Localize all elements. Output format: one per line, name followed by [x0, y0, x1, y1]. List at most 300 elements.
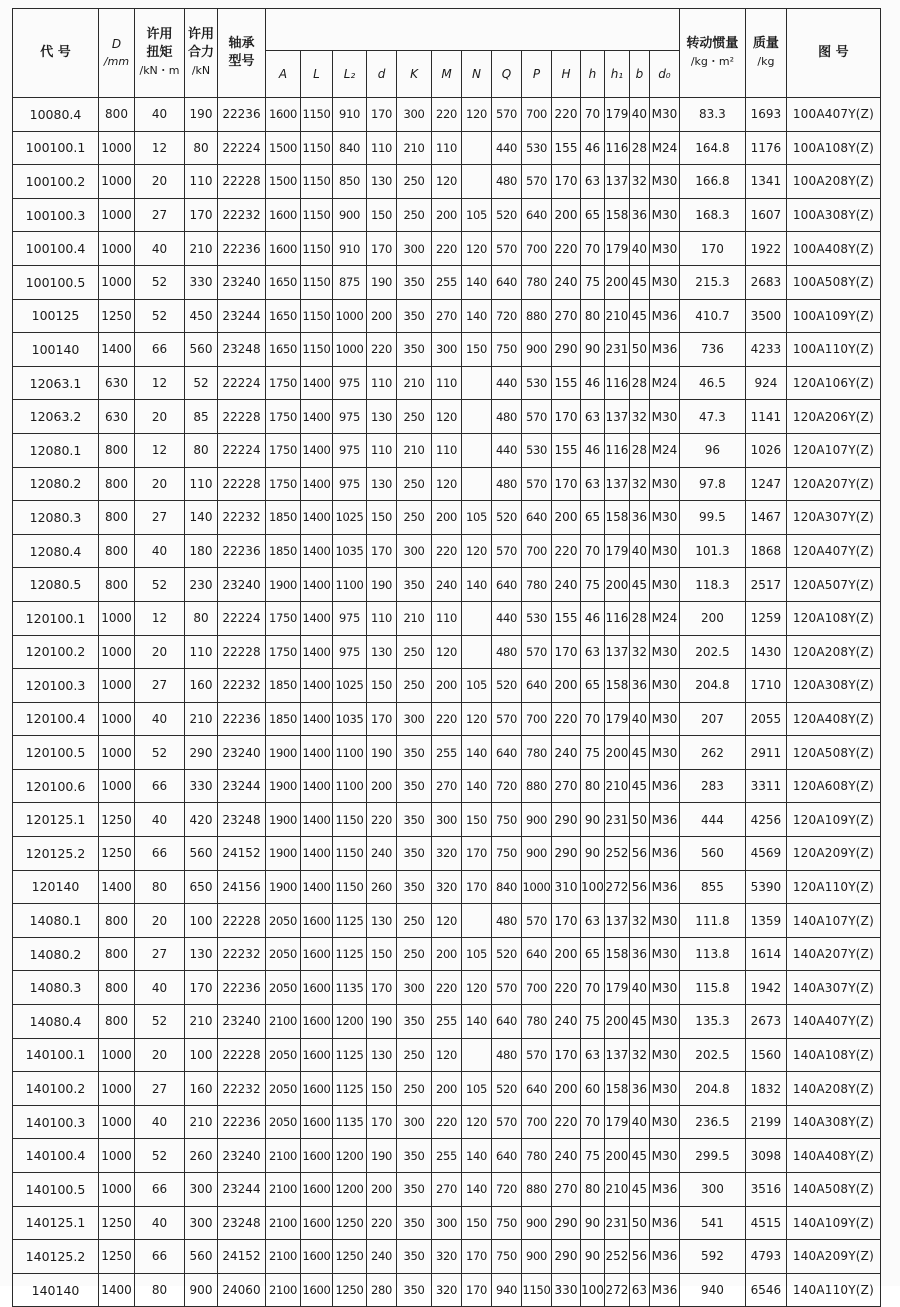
- table-cell: 2683: [745, 265, 786, 299]
- table-cell: 640: [492, 265, 522, 299]
- table-cell: 158: [604, 669, 629, 703]
- table-cell: 40: [135, 534, 185, 568]
- table-cell: 1000: [99, 131, 135, 165]
- table-cell: 22228: [218, 165, 266, 199]
- table-cell: 720: [492, 299, 522, 333]
- table-cell: 560: [679, 837, 745, 871]
- table-cell: 110: [432, 131, 462, 165]
- table-cell: 1000: [99, 736, 135, 770]
- table-cell: 170: [552, 635, 581, 669]
- table-cell: 1000: [99, 1139, 135, 1173]
- table-cell: 230: [185, 568, 218, 602]
- table-cell: 190: [367, 265, 397, 299]
- table-cell: 179: [604, 702, 629, 736]
- table-cell: [462, 400, 492, 434]
- table-cell: 170: [367, 702, 397, 736]
- table-cell: 40: [135, 803, 185, 837]
- table-cell: 720: [492, 769, 522, 803]
- table-cell: 272: [604, 1273, 629, 1307]
- table-cell: M30: [649, 635, 679, 669]
- table-cell: 350: [397, 1005, 432, 1039]
- table-cell: 150: [462, 333, 492, 367]
- table-cell: 840: [333, 131, 367, 165]
- table-cell: 1359: [745, 904, 786, 938]
- table-cell: 975: [333, 366, 367, 400]
- table-cell: 1600: [301, 1206, 333, 1240]
- table-cell: 1150: [301, 198, 333, 232]
- header-dim: A: [266, 51, 301, 98]
- table-cell: 260: [367, 870, 397, 904]
- table-cell: 270: [432, 299, 462, 333]
- table-cell: 1400: [99, 870, 135, 904]
- table-cell: 1600: [301, 1072, 333, 1106]
- table-cell: 36: [629, 1072, 649, 1106]
- table-cell: 120100.3: [13, 669, 99, 703]
- header-dim: d: [367, 51, 397, 98]
- table-cell: 880: [522, 299, 552, 333]
- table-cell: 22236: [218, 98, 266, 132]
- table-cell: 850: [333, 165, 367, 199]
- table-cell: 23244: [218, 299, 266, 333]
- table-row: [13, 501, 881, 535]
- table-cell: 130: [367, 467, 397, 501]
- table-cell: 300: [185, 1173, 218, 1207]
- table-cell: 1000: [99, 165, 135, 199]
- table-cell: 2100: [266, 1273, 301, 1307]
- table-cell: 800: [99, 937, 135, 971]
- table-cell: 1000: [99, 702, 135, 736]
- table-cell: 300: [432, 333, 462, 367]
- header-dim: P: [522, 51, 552, 98]
- table-cell: 70: [581, 1105, 605, 1139]
- table-cell: 80: [581, 299, 605, 333]
- table-cell: 1000: [99, 1173, 135, 1207]
- table-cell: 800: [99, 904, 135, 938]
- table-cell: 700: [522, 971, 552, 1005]
- table-cell: 40: [629, 98, 649, 132]
- table-cell: 200: [552, 501, 581, 535]
- table-cell: 204.8: [679, 1072, 745, 1106]
- table-cell: 22224: [218, 131, 266, 165]
- table-cell: 2050: [266, 1072, 301, 1106]
- table-cell: 200: [604, 1005, 629, 1039]
- table-cell: 1560: [745, 1038, 786, 1072]
- table-cell: 120100.6: [13, 769, 99, 803]
- table-cell: 22236: [218, 702, 266, 736]
- table-cell: M30: [649, 736, 679, 770]
- table-cell: 52: [135, 299, 185, 333]
- table-cell: 560: [185, 837, 218, 871]
- table-cell: 23248: [218, 803, 266, 837]
- table-cell: 63: [581, 400, 605, 434]
- table-cell: 66: [135, 1240, 185, 1274]
- table-cell: 2517: [745, 568, 786, 602]
- table-cell: 200: [367, 769, 397, 803]
- table-cell: 1400: [301, 366, 333, 400]
- table-cell: 240: [432, 568, 462, 602]
- table-cell: 720: [492, 1173, 522, 1207]
- table-cell: 12063.2: [13, 400, 99, 434]
- table-row: [13, 1105, 881, 1139]
- table-cell: 45: [629, 1005, 649, 1039]
- table-cell: M36: [649, 1273, 679, 1307]
- table-cell: M36: [649, 299, 679, 333]
- table-cell: 1250: [99, 803, 135, 837]
- table-cell: 231: [604, 803, 629, 837]
- table-cell: 170: [185, 198, 218, 232]
- table-cell: 120: [432, 904, 462, 938]
- table-cell: 23248: [218, 1206, 266, 1240]
- table-cell: 4793: [745, 1240, 786, 1274]
- table-cell: 52: [185, 366, 218, 400]
- table-cell: 120125.2: [13, 837, 99, 871]
- table-cell: 1750: [266, 635, 301, 669]
- table-cell: M30: [649, 501, 679, 535]
- table-cell: 560: [185, 1240, 218, 1274]
- table-cell: 570: [492, 702, 522, 736]
- table-cell: 140A107Y(Z): [786, 904, 880, 938]
- table-cell: 170: [462, 1273, 492, 1307]
- table-cell: 800: [99, 501, 135, 535]
- table-cell: 200: [367, 299, 397, 333]
- header-dim: M: [432, 51, 462, 98]
- table-cell: 12080.1: [13, 433, 99, 467]
- table-cell: 32: [629, 467, 649, 501]
- table-cell: 240: [367, 837, 397, 871]
- table-cell: 350: [397, 333, 432, 367]
- table-cell: 1400: [301, 837, 333, 871]
- table-cell: 140: [462, 299, 492, 333]
- table-cell: 1200: [333, 1139, 367, 1173]
- table-cell: 200: [432, 937, 462, 971]
- table-cell: 1250: [99, 299, 135, 333]
- table-cell: M30: [649, 232, 679, 266]
- table-cell: 1850: [266, 534, 301, 568]
- table-cell: 220: [552, 232, 581, 266]
- table-cell: [462, 635, 492, 669]
- table-cell: 155: [552, 433, 581, 467]
- table-cell: 875: [333, 265, 367, 299]
- table-cell: 1922: [745, 232, 786, 266]
- table-cell: 170: [552, 400, 581, 434]
- table-cell: 520: [492, 1072, 522, 1106]
- table-cell: 100A208Y(Z): [786, 165, 880, 199]
- table-cell: 179: [604, 1105, 629, 1139]
- table-cell: 255: [432, 265, 462, 299]
- table-cell: 22228: [218, 400, 266, 434]
- table-cell: 1035: [333, 702, 367, 736]
- table-cell: 1100: [333, 568, 367, 602]
- header-row-top: [13, 9, 881, 51]
- table-cell: 1125: [333, 904, 367, 938]
- table-cell: 45: [629, 265, 649, 299]
- table-cell: 1150: [301, 131, 333, 165]
- table-cell: 900: [333, 198, 367, 232]
- table-cell: 28: [629, 366, 649, 400]
- table-cell: 520: [492, 669, 522, 703]
- table-cell: 350: [397, 1273, 432, 1307]
- table-cell: 190: [185, 98, 218, 132]
- table-cell: 1600: [301, 1038, 333, 1072]
- table-cell: 255: [432, 736, 462, 770]
- table-cell: 130: [367, 400, 397, 434]
- table-cell: 100A110Y(Z): [786, 333, 880, 367]
- table-cell: 1000: [99, 601, 135, 635]
- table-cell: 975: [333, 635, 367, 669]
- table-cell: 410.7: [679, 299, 745, 333]
- table-cell: 1650: [266, 265, 301, 299]
- table-row: [13, 601, 881, 635]
- table-cell: 1035: [333, 534, 367, 568]
- table-cell: 200: [679, 601, 745, 635]
- table-cell: M24: [649, 366, 679, 400]
- table-cell: 100A109Y(Z): [786, 299, 880, 333]
- table-cell: 220: [367, 333, 397, 367]
- table-cell: 100100.4: [13, 232, 99, 266]
- table-cell: 24152: [218, 837, 266, 871]
- table-cell: 140A308Y(Z): [786, 1105, 880, 1139]
- table-cell: 50: [629, 803, 649, 837]
- table-cell: 3516: [745, 1173, 786, 1207]
- table-cell: 1900: [266, 870, 301, 904]
- table-cell: 63: [629, 1273, 649, 1307]
- table-cell: 220: [552, 1105, 581, 1139]
- table-cell: 170: [552, 467, 581, 501]
- table-cell: 1150: [333, 870, 367, 904]
- table-cell: 260: [185, 1139, 218, 1173]
- table-cell: M30: [649, 400, 679, 434]
- table-cell: 1693: [745, 98, 786, 132]
- table-cell: 220: [552, 98, 581, 132]
- table-cell: 1150: [301, 232, 333, 266]
- table-row: [13, 98, 881, 132]
- table-cell: 200: [432, 1072, 462, 1106]
- table-cell: 300: [397, 232, 432, 266]
- table-cell: 27: [135, 669, 185, 703]
- table-cell: 100: [581, 1273, 605, 1307]
- table-cell: 85: [185, 400, 218, 434]
- table-cell: 1150: [301, 299, 333, 333]
- table-row: [13, 971, 881, 1005]
- table-cell: 200: [432, 501, 462, 535]
- table-cell: 52: [135, 1005, 185, 1039]
- table-cell: 22224: [218, 601, 266, 635]
- table-cell: 290: [552, 803, 581, 837]
- table-cell: M36: [649, 803, 679, 837]
- header-bearing: 轴承 型号: [218, 9, 266, 98]
- table-cell: 1750: [266, 433, 301, 467]
- table-cell: 100A308Y(Z): [786, 198, 880, 232]
- table-cell: 210: [397, 601, 432, 635]
- table-cell: 40: [629, 971, 649, 1005]
- table-cell: 1000: [99, 769, 135, 803]
- table-cell: 170: [367, 1105, 397, 1139]
- table-cell: 780: [522, 736, 552, 770]
- table-cell: 880: [522, 1173, 552, 1207]
- table-cell: 80: [581, 1173, 605, 1207]
- table-cell: 14080.1: [13, 904, 99, 938]
- table-cell: 200: [604, 736, 629, 770]
- table-cell: 140A207Y(Z): [786, 937, 880, 971]
- table-cell: 166.8: [679, 165, 745, 199]
- table-cell: 45: [629, 568, 649, 602]
- table-cell: 120A206Y(Z): [786, 400, 880, 434]
- table-cell: 70: [581, 534, 605, 568]
- table-cell: 45: [629, 769, 649, 803]
- table-cell: 780: [522, 568, 552, 602]
- table-cell: 179: [604, 232, 629, 266]
- table-cell: 1400: [301, 870, 333, 904]
- table-row: [13, 165, 881, 199]
- table-cell: 210: [397, 433, 432, 467]
- table-cell: M30: [649, 98, 679, 132]
- table-cell: 940: [679, 1273, 745, 1307]
- table-cell: 1125: [333, 937, 367, 971]
- table-cell: 75: [581, 1005, 605, 1039]
- table-cell: 24060: [218, 1273, 266, 1307]
- table-cell: 140A110Y(Z): [786, 1273, 880, 1307]
- table-cell: 330: [185, 265, 218, 299]
- table-cell: 120: [462, 702, 492, 736]
- table-cell: 14080.2: [13, 937, 99, 971]
- table-cell: 158: [604, 501, 629, 535]
- table-cell: 350: [397, 837, 432, 871]
- table-cell: 330: [552, 1273, 581, 1307]
- table-cell: M30: [649, 1072, 679, 1106]
- table-cell: 120: [432, 635, 462, 669]
- table-cell: 63: [581, 165, 605, 199]
- table-cell: 200: [604, 568, 629, 602]
- table-cell: 63: [581, 904, 605, 938]
- table-cell: 204.8: [679, 669, 745, 703]
- table-cell: 2050: [266, 937, 301, 971]
- table-cell: 22236: [218, 534, 266, 568]
- table-cell: 116: [604, 433, 629, 467]
- table-cell: 650: [185, 870, 218, 904]
- table-cell: 100A407Y(Z): [786, 98, 880, 132]
- table-cell: 120: [432, 165, 462, 199]
- header-dim: d₀: [649, 51, 679, 98]
- table-row: [13, 265, 881, 299]
- table-cell: 110: [367, 366, 397, 400]
- table-cell: 24152: [218, 1240, 266, 1274]
- table-cell: 2911: [745, 736, 786, 770]
- table-cell: 1600: [301, 1105, 333, 1139]
- table-cell: 220: [432, 971, 462, 1005]
- table-cell: 1150: [333, 803, 367, 837]
- table-cell: 1000: [99, 198, 135, 232]
- table-cell: 190: [367, 1005, 397, 1039]
- table-cell: 910: [333, 232, 367, 266]
- table-cell: M36: [649, 837, 679, 871]
- table-cell: 200: [552, 1072, 581, 1106]
- header-dim: h: [581, 51, 605, 98]
- table-cell: 140100.3: [13, 1105, 99, 1139]
- table-cell: 220: [367, 1206, 397, 1240]
- table-cell: 22228: [218, 904, 266, 938]
- table-cell: M30: [649, 1005, 679, 1039]
- table-cell: 350: [397, 1173, 432, 1207]
- table-cell: 450: [185, 299, 218, 333]
- table-cell: 1000: [333, 333, 367, 367]
- table-cell: [462, 366, 492, 400]
- table-cell: 110: [367, 433, 397, 467]
- table-cell: 290: [185, 736, 218, 770]
- table-cell: 220: [552, 534, 581, 568]
- table-cell: 570: [522, 635, 552, 669]
- table-cell: M24: [649, 131, 679, 165]
- table-cell: 900: [522, 837, 552, 871]
- table-cell: 780: [522, 1139, 552, 1173]
- table-cell: 170: [462, 870, 492, 904]
- table-cell: 50: [629, 1206, 649, 1240]
- table-cell: [462, 165, 492, 199]
- table-cell: 120A408Y(Z): [786, 702, 880, 736]
- table-row: [13, 1072, 881, 1106]
- table-cell: 32: [629, 1038, 649, 1072]
- table-cell: 202.5: [679, 1038, 745, 1072]
- table-cell: 252: [604, 837, 629, 871]
- table-cell: 1500: [266, 165, 301, 199]
- table-cell: 80: [185, 601, 218, 635]
- table-cell: 640: [522, 669, 552, 703]
- table-cell: 96: [679, 433, 745, 467]
- table-cell: 1614: [745, 937, 786, 971]
- table-cell: 300: [679, 1173, 745, 1207]
- table-cell: 250: [397, 165, 432, 199]
- table-cell: M36: [649, 1173, 679, 1207]
- table-row: [13, 635, 881, 669]
- table-cell: [462, 467, 492, 501]
- table-cell: 20: [135, 165, 185, 199]
- table-cell: 2100: [266, 1139, 301, 1173]
- table-cell: 570: [522, 1038, 552, 1072]
- table-cell: 252: [604, 1240, 629, 1274]
- table-cell: 4233: [745, 333, 786, 367]
- table-cell: 290: [552, 837, 581, 871]
- table-cell: 90: [581, 803, 605, 837]
- table-cell: 640: [492, 1139, 522, 1173]
- table-cell: 110: [185, 467, 218, 501]
- table-cell: 1400: [301, 736, 333, 770]
- table-cell: 150: [462, 803, 492, 837]
- table-cell: 250: [397, 635, 432, 669]
- table-cell: 20: [135, 904, 185, 938]
- table-cell: 12080.5: [13, 568, 99, 602]
- table-cell: 80: [185, 131, 218, 165]
- table-cell: 320: [432, 1273, 462, 1307]
- table-cell: 1400: [99, 1273, 135, 1307]
- table-cell: 1141: [745, 400, 786, 434]
- table-row: [13, 769, 881, 803]
- table-cell: 150: [367, 1072, 397, 1106]
- table-cell: 40: [135, 1105, 185, 1139]
- table-cell: 120A608Y(Z): [786, 769, 880, 803]
- table-cell: 118.3: [679, 568, 745, 602]
- table-cell: 1000: [99, 669, 135, 703]
- table-row: [13, 904, 881, 938]
- table-cell: 250: [397, 1038, 432, 1072]
- table-cell: 70: [581, 702, 605, 736]
- table-cell: 100A108Y(Z): [786, 131, 880, 165]
- table-cell: 299.5: [679, 1139, 745, 1173]
- table-cell: M24: [649, 601, 679, 635]
- table-cell: 23244: [218, 769, 266, 803]
- table-cell: M36: [649, 769, 679, 803]
- table-cell: 110: [432, 601, 462, 635]
- table-cell: 56: [629, 837, 649, 871]
- table-cell: M36: [649, 870, 679, 904]
